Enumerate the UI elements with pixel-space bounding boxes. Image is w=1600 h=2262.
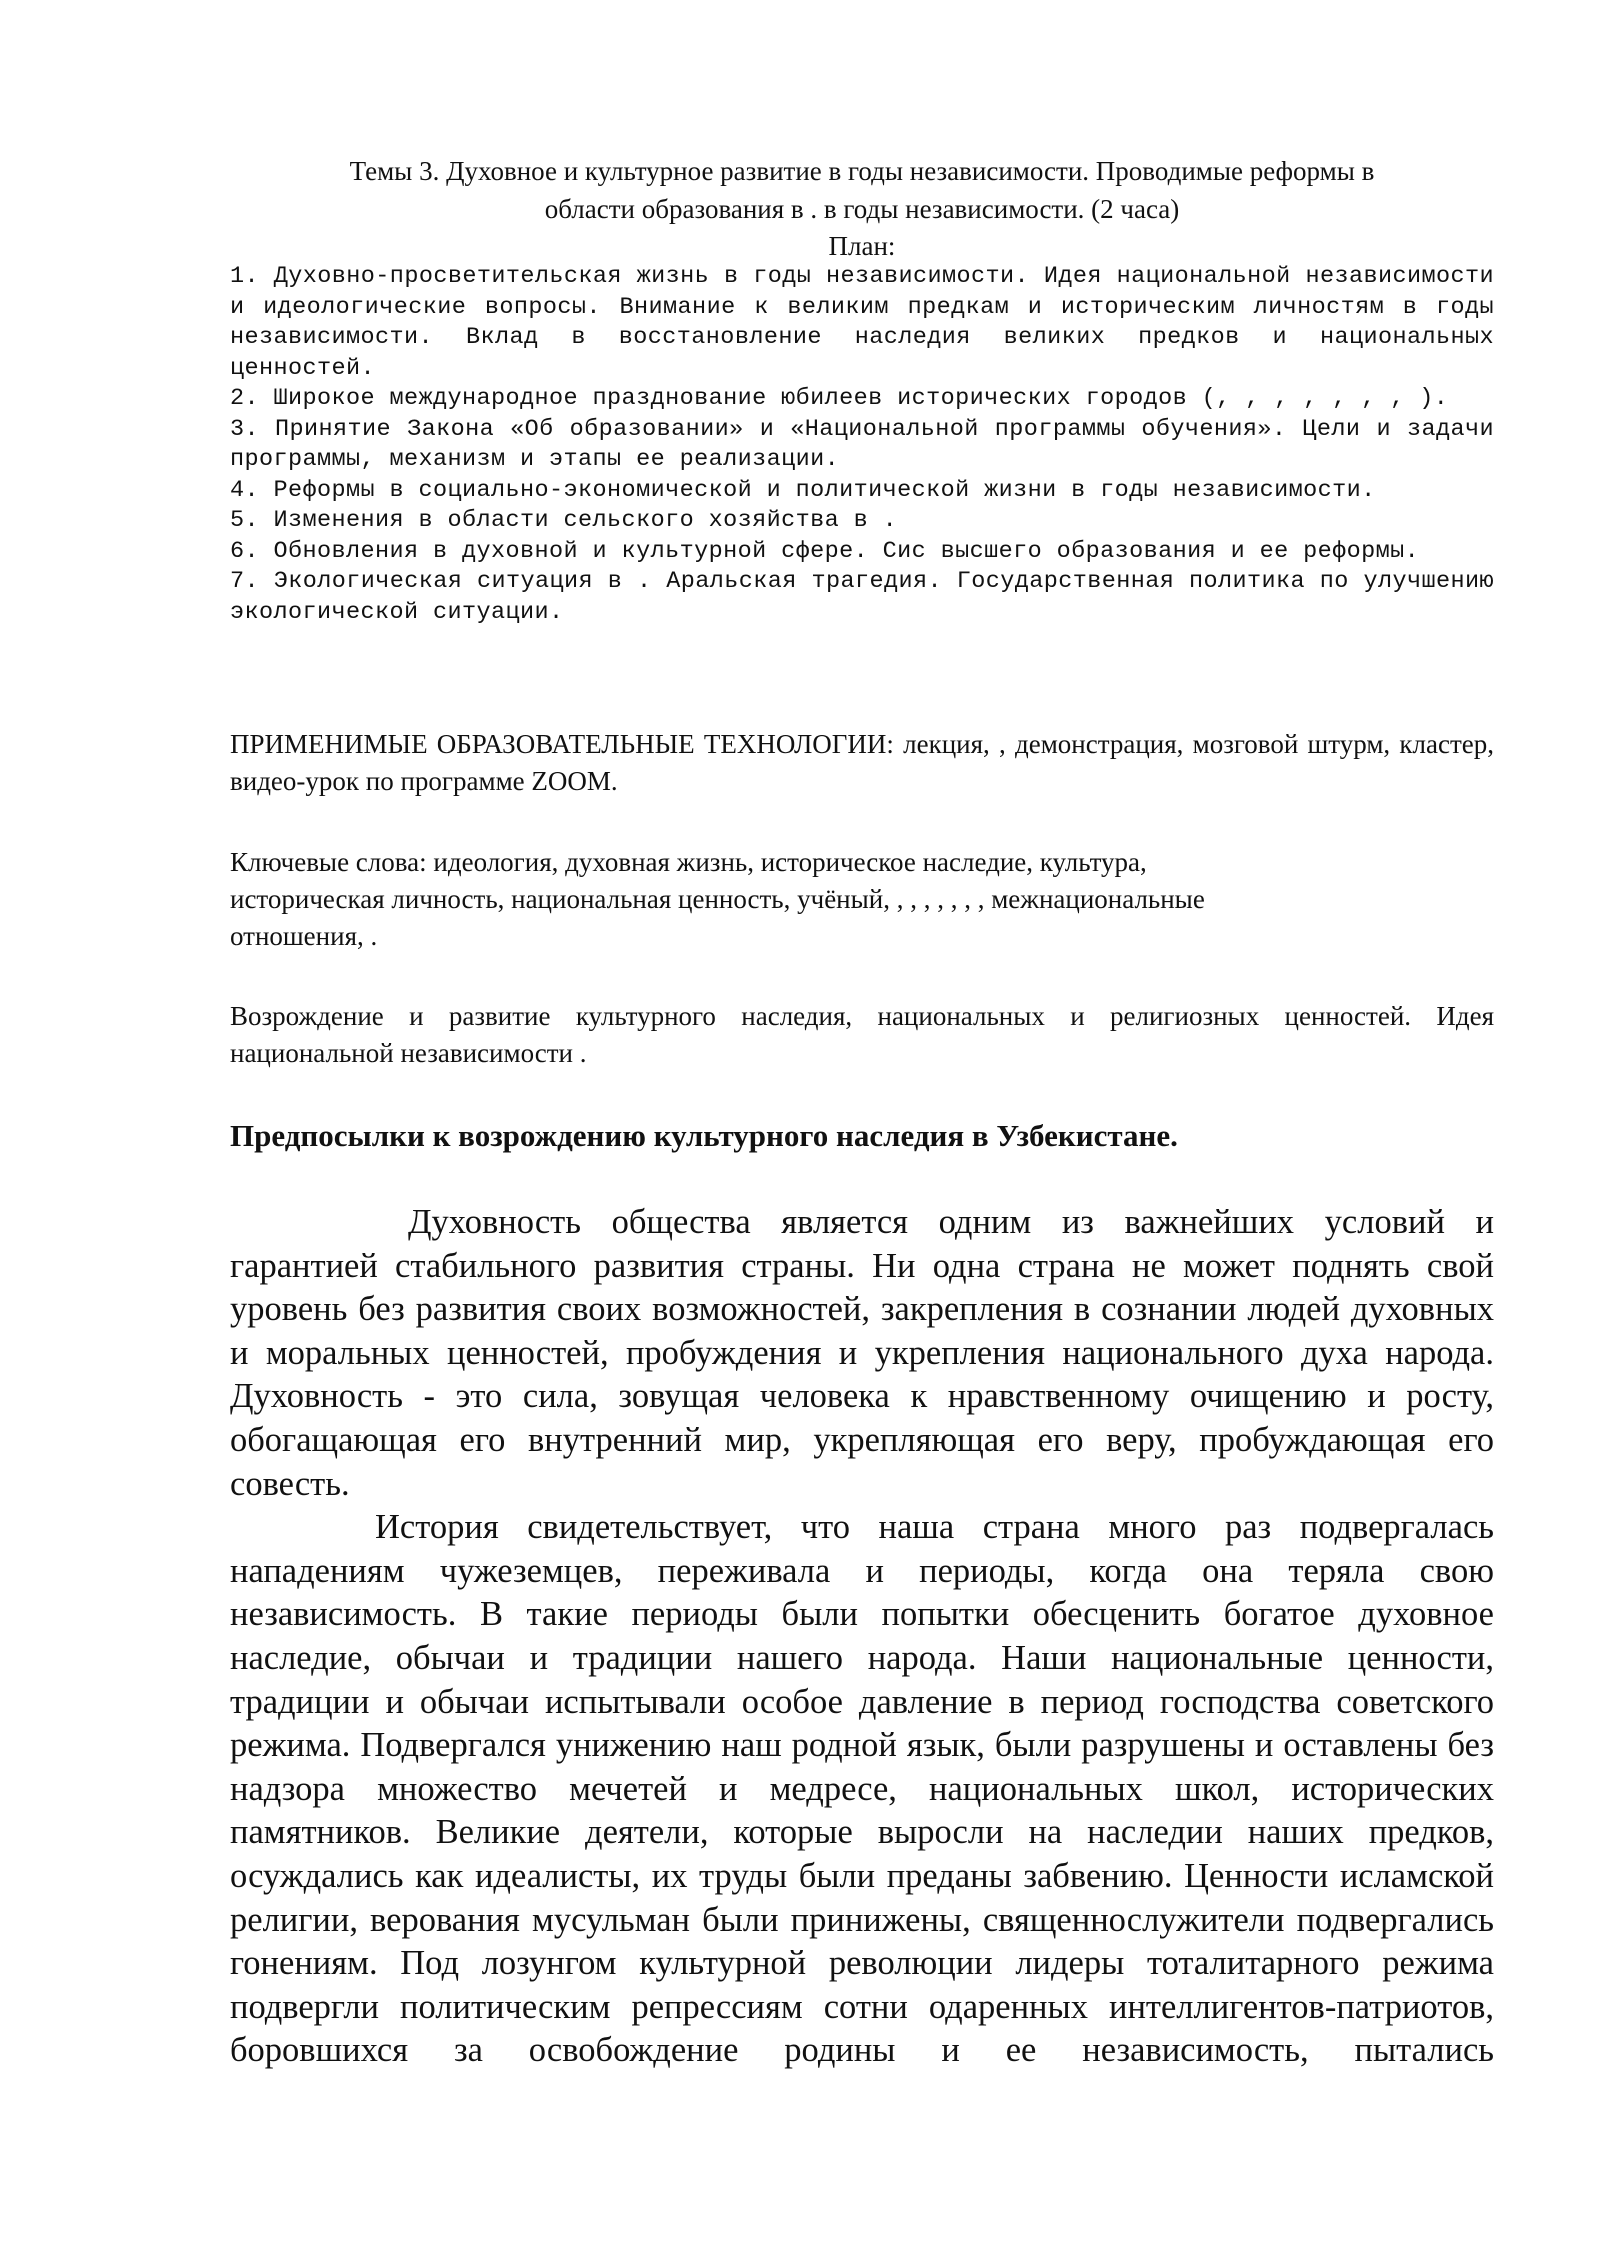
plan-item-4: 4. Реформы в социально-экономической и политической жизни в годы независимости. (230, 476, 1376, 504)
plan-list (230, 262, 1494, 628)
title-line-1: Темы 3. Духовное и культурное развитие в годы независимости. Проводимые реформы в (349, 156, 1375, 186)
keywords-block (230, 844, 1494, 955)
plan-item-2: 2. Широкое международное празднование юбилеев исторических городов (, , , , , , , ). (230, 385, 1449, 412)
keywords-line-3: отношения, . (230, 921, 378, 951)
plan-item-7: 7. Экологическая ситуация в . Аральская трагедия. Государственная политика по улучшению экологической ситуации. (230, 568, 1494, 626)
plan-item-1: 1. Духовно-просветительская жизнь в годы независимости. Идея национальной независимости и идеологические вопросы. Внимание к великим предкам и историческим личностям в годы независимости. Вклад в восстановление наследия великих предков и национальных ценностей. (230, 263, 1494, 382)
document-title (230, 152, 1494, 228)
revival-text: Возрождение и развитие культурного наследия, национальных и религиозных ценностей. Идея национальной независимости . (230, 1001, 1494, 1068)
plan-item-3: 3. Принятие Закона «Об образовании» и «Национальной программы обучения». Цели и задачи программы, механизм и этапы ее реализации. (230, 415, 1494, 473)
technologies-text: ПРИМЕНИМЫЕ ОБРАЗОВАТЕЛЬНЫЕ ТЕХНОЛОГИИ: лекция, , демонстрация, мозговой штурм, кластер, видео-урок по программе ZOOM. (230, 729, 1494, 796)
body-paragraph-1: Духовность общества является одним из важнейших условий и гарантией стабильного развития страны. Ни одна страна не может поднять свой уровень без развития своих возможностей, закрепления в сознании людей духовных и моральных ценностей, пробуждения и укрепления национального духа народа. Духовность - это сила, зовущая человека к нравственному очищению и росту, обогащающая его внутренний мир, укрепляющая его веру, пробуждающая его совесть. (230, 1203, 1494, 1503)
plan-item-5: 5. Изменения в области сельского хозяйства в . (230, 507, 898, 534)
plan-item-6: 6. Обновления в духовной и культурной сфере. Сис высшего образования и ее реформы. (230, 537, 1420, 565)
keywords-line-2: историческая личность, национальная ценность, учёный, , , , , , , , межнациональные (230, 884, 1205, 914)
body-paragraph-2: История свидетельствует, что наша страна много раз подвергалась нападениям чужеземцев, переживала и периоды, когда она теряла свою независимость. В такие периоды были попытки обесценить богатое духовное наследие, обычаи и традиции нашего народа. Наши национальные ценности, традиции и обычаи испытывали особое давление в период господства советского режима. Подвергался унижению наш родной язык, были разрушены и оставлены без надзора множество мечетей и медресе, национальных школ, исторических памятников. Великие деятели, которые выросли на наследии наших предков, осуждались как идеалисты, их труды были преданы забвению. Ценности исламской религии, верования мусульман были принижены, священнослужители подвергались гонениям. Под лозунгом культурной революции лидеры тоталитарного режима подвергли политическим репрессиям сотни одаренных интеллигентов-патриотов, боровшихся за освобождение родины и ее независимость, пытались (230, 1508, 1494, 2070)
section-heading: Предпосылки к возрождению культурного наследия в Узбекистане. (230, 1118, 1178, 1153)
keywords-line-1: Ключевые слова: идеология, духовная жизнь, историческое наследие, культура, (230, 847, 1147, 877)
body-text (230, 1201, 1494, 2073)
plan-heading: План: (828, 231, 896, 261)
title-line-2: области образования в . в годы независимости. (2 часа) (544, 194, 1180, 224)
